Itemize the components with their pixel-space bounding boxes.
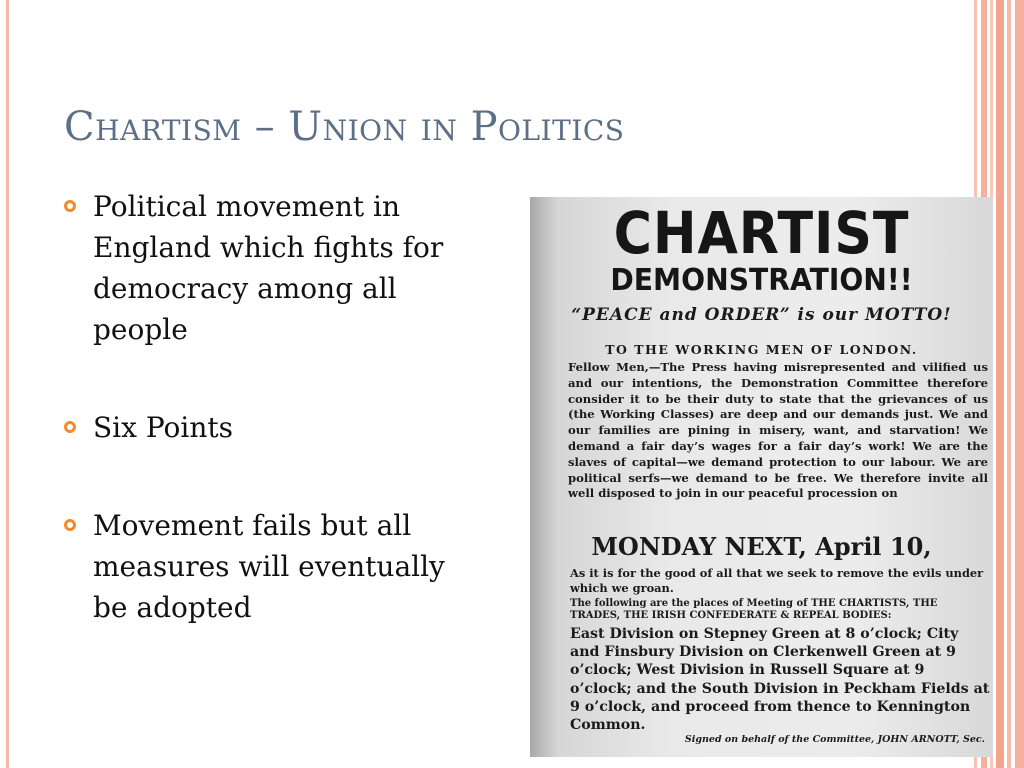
poster-purpose: As it is for the good of all that we seek to remove the evils under which we groan. [570,566,984,595]
bullet-item [64,186,464,350]
bullet-ring-icon [64,421,76,433]
poster-body: Fellow Men,—The Press having misrepresented and vilified us and our intentions, the Demonstration Committee therefore consider it to be their duty to state that the grievances of us (the Working Classes) are deep and our demands just. We and our families are pining in misery, want, and starvation! We demand a fair day’s wages for a fair day’s work! We are the slaves of capital—we demand protection to our labour. We are political serfs—we demand to be free. We therefore invite all well disposed to join in our peaceful procession on [568,360,988,501]
poster-address: TO THE WORKING MEN OF LONDON. [605,342,918,357]
bullet-text: Six Points [93,411,233,444]
poster-signed: Signed on behalf of the Committee, JOHN ARNOTT, Sec. [684,734,985,745]
poster-motto: “PEACE and ORDER” is our MOTTO! [571,305,952,325]
bullet-ring-icon [64,200,76,212]
bullet-item [64,505,464,628]
bullet-item [64,407,464,448]
slide-title: Chartism – Union in Politics [64,104,625,150]
poster-subheadline: DEMONSTRATION!! [610,263,913,298]
poster-date-line: MONDAY NEXT, April 10, [591,532,932,561]
poster-places-intro: The following are the places of Meeting of THE CHARTISTS, THE TRADES, THE IRISH CONFEDERATE & REPEAL BODIES: [570,598,938,621]
chartist-poster-image [530,197,993,757]
poster-headline: CHARTIST [613,199,910,267]
poster-places: East Division on Stepney Green at 8 o’clock; City and Finsbury Division on Clerkenwell Green at 9 o’clock; West Division in Russell Square at 9 o’clock; and the South Division in Peckham Fields at 9 o’clock, and proceed from thence to Kennington Common. [570,626,990,734]
left-border-decoration [6,0,9,768]
bullet-ring-icon [64,519,76,531]
bullet-text: Political movement in England which fights for democracy among all people [93,190,444,346]
bullet-text: Movement fails but all measures will eventually be adopted [93,509,445,624]
bullet-list [64,186,464,628]
